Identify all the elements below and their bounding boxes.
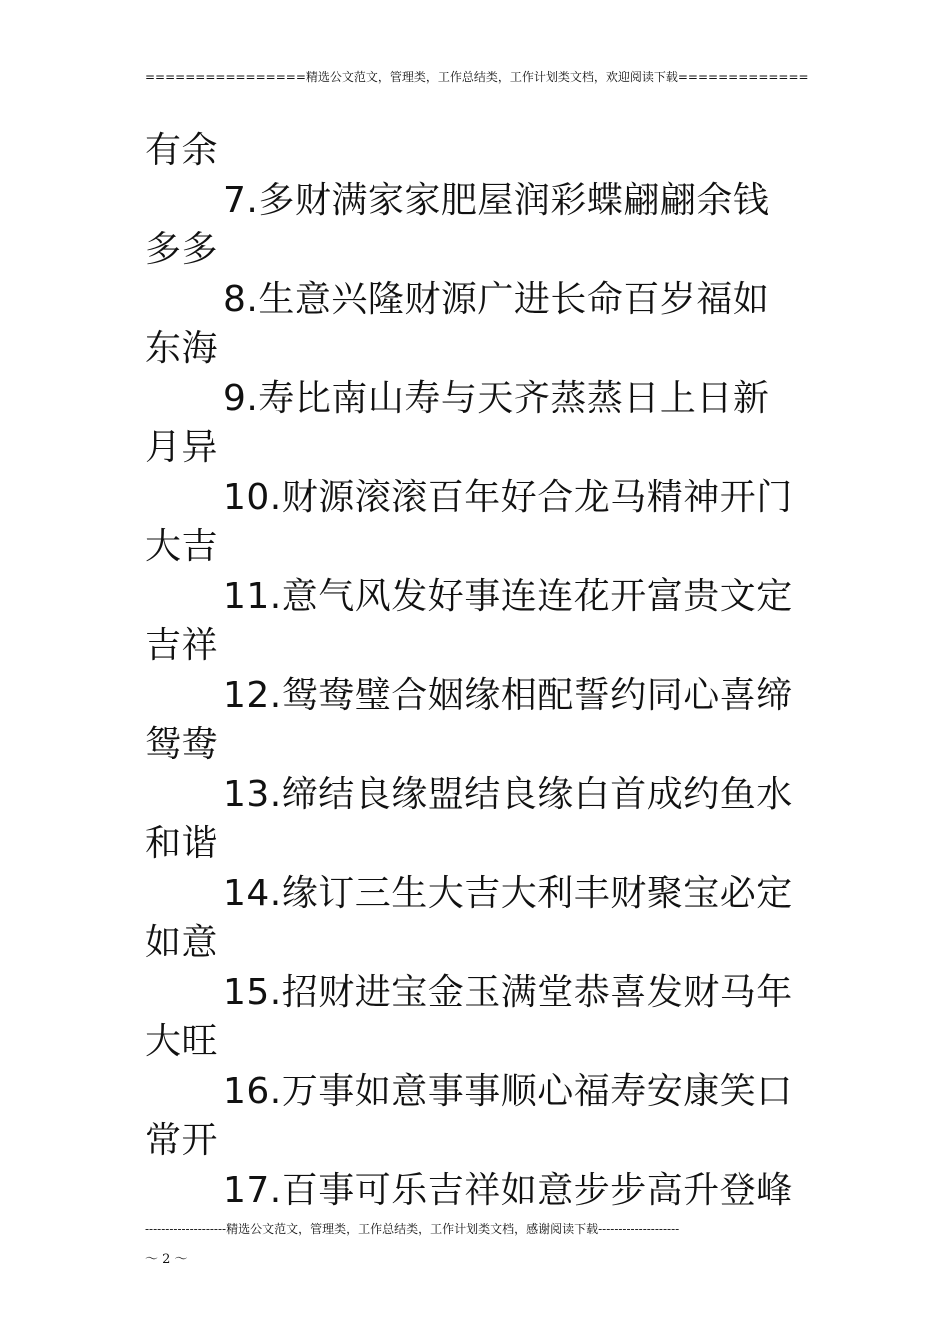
continuation-line: 和谐 bbox=[145, 823, 219, 864]
numbered-item-line: 14.缘订三生大吉大利丰财聚宝必定 bbox=[223, 872, 793, 914]
continuation-line: 有余 bbox=[145, 130, 219, 171]
numbered-item-line: 9.寿比南山寿与天齐蒸蒸日上日新 bbox=[223, 377, 770, 419]
numbered-item-line: 17.百事可乐吉祥如意步步高升登峰 bbox=[223, 1169, 793, 1211]
numbered-item-line: 10.财源滚滚百年好合龙马精神开门 bbox=[223, 476, 793, 518]
page-number: ～ 2 ～ bbox=[145, 1252, 188, 1267]
page-footer: --------------------精选公文范文，管理类，工作总结类，工作计划类文档，感谢阅读下载-------------------- bbox=[145, 1222, 680, 1236]
numbered-item-line: 12.鸳鸯璧合姻缘相配誓约同心喜缔 bbox=[223, 674, 793, 716]
continuation-line: 月异 bbox=[145, 427, 219, 468]
document-body bbox=[145, 126, 810, 1215]
continuation-line: 大旺 bbox=[145, 1021, 219, 1062]
continuation-line: 如意 bbox=[145, 922, 219, 963]
continuation-line: 吉祥 bbox=[145, 625, 219, 666]
page-header: ================精选公文范文，管理类，工作总结类，工作计划类文档，欢迎阅读下载============= bbox=[145, 70, 809, 84]
continuation-line: 多多 bbox=[145, 229, 219, 270]
continuation-line: 鸳鸯 bbox=[145, 724, 219, 765]
continuation-line: 常开 bbox=[145, 1120, 219, 1161]
numbered-item-line: 7.多财满家家肥屋润彩蝶翩翩余钱 bbox=[223, 179, 770, 221]
continuation-line: 东海 bbox=[145, 328, 219, 369]
numbered-item-line: 8.生意兴隆财源广进长命百岁福如 bbox=[223, 278, 770, 320]
numbered-item-line: 11.意气风发好事连连花开富贵文定 bbox=[223, 575, 793, 617]
numbered-item-line: 15.招财进宝金玉满堂恭喜发财马年 bbox=[223, 971, 793, 1013]
numbered-item-line: 13.缔结良缘盟结良缘白首成约鱼水 bbox=[223, 773, 793, 815]
numbered-item-line: 16.万事如意事事顺心福寿安康笑口 bbox=[223, 1070, 793, 1112]
continuation-line: 大吉 bbox=[145, 526, 219, 567]
